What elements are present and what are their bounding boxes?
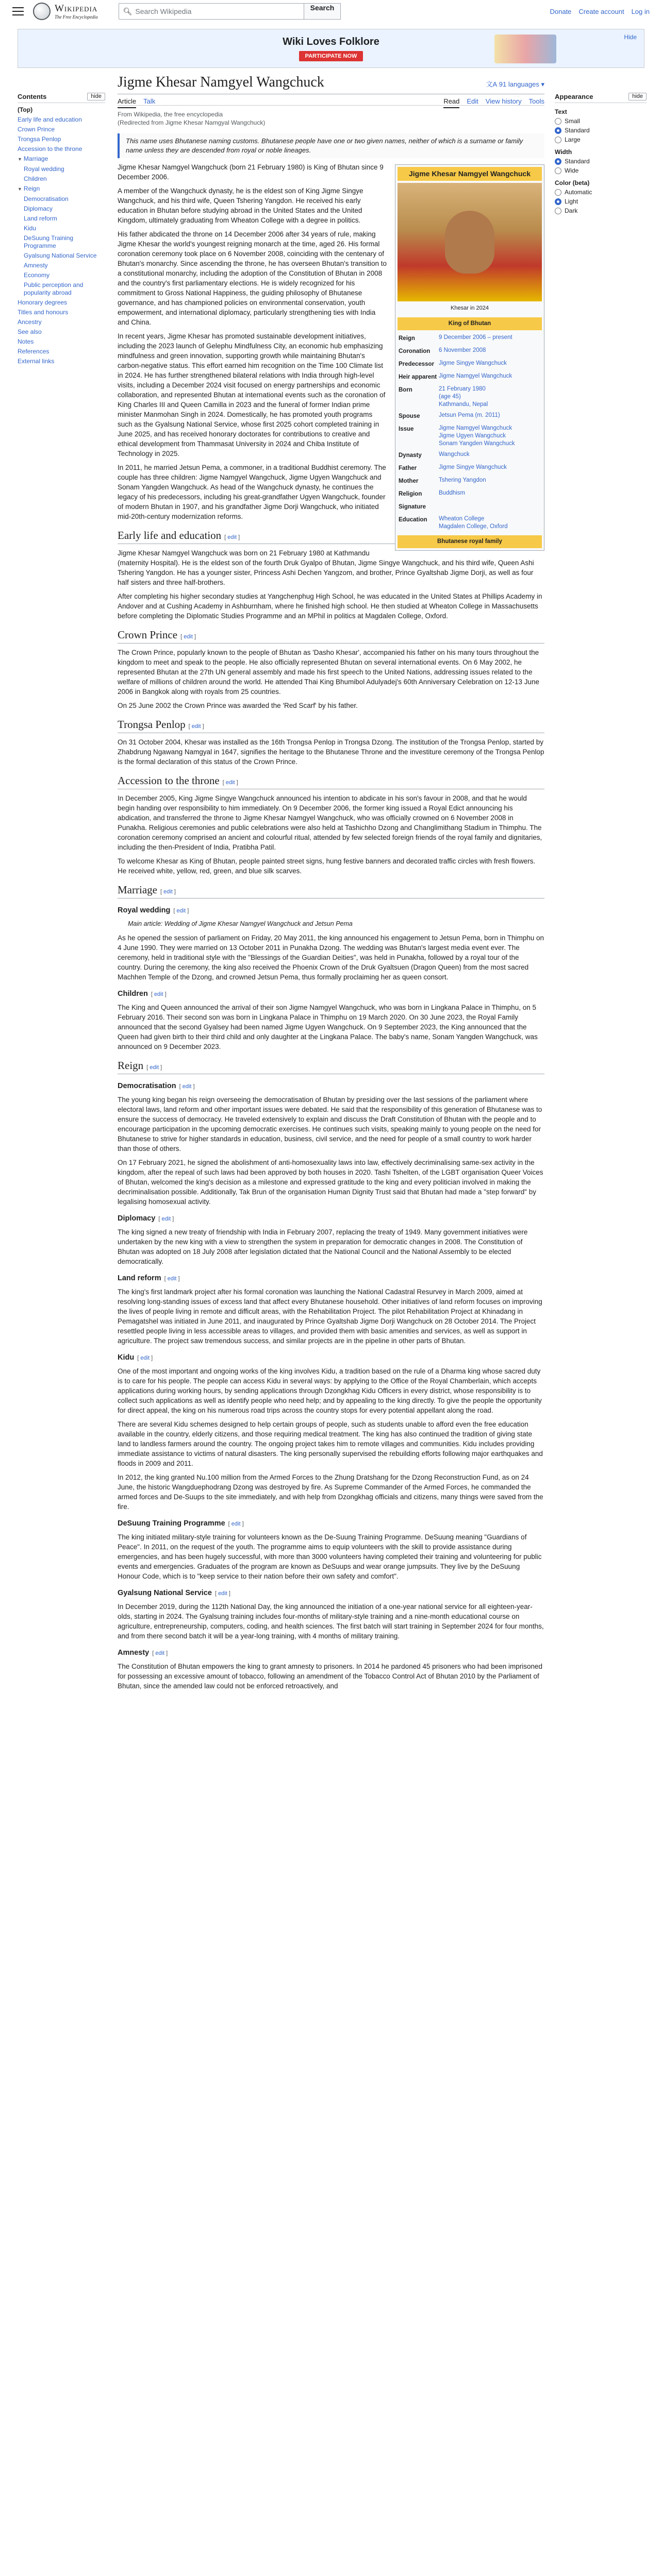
paragraph: As he opened the session of parliament on Friday, 20 May 2011, the king announced his engagement to Jetsun Pema, born in Thimphu on 4 June 1990. They were married on 13 October 2011 in Punakha Dzong. The wedding was Bhutan's largest media event ever. The ceremony, held in traditional style with the "Blessings of the Guardian Deities", was held in Punakha, followed by a royal tour of the country. During the ceremony, the king also received the Phoenix Crown of the Druk Gyaltsuen (Dragon Queen) from the most sacred Machhen Temple of the Dzong, and crowned Jetsun Pema, thus formally proclaiming her as queen consort. bbox=[118, 934, 544, 981]
paragraph: The Constitution of Bhutan empowers the king to grant amnesty to prisoners. In 2014 he pardoned 45 prisoners who had been imprisoned for possessing an excessive amount of tobacco, following an amendment of the Tobacco Control Act of Bhutan 2010 by the Parliament of Bhutan, since the amended law could not be enforced retroactively, and bbox=[118, 1663, 543, 1690]
toc-item-label: Accession to the throne bbox=[18, 145, 82, 152]
infobox-value bbox=[439, 372, 541, 382]
infobox-key: Coronation bbox=[399, 348, 431, 354]
search-button[interactable]: Search bbox=[304, 3, 341, 20]
banner-illustration bbox=[494, 35, 556, 63]
toc-item-label: See also bbox=[18, 328, 42, 335]
toc-item[interactable] bbox=[18, 272, 105, 279]
infobox-value-line[interactable]: Tshering Yangdon bbox=[439, 477, 486, 483]
toc-item[interactable] bbox=[18, 175, 105, 183]
infobox-value bbox=[439, 464, 541, 473]
section-land-reform: Land reform [ edit ] bbox=[118, 1274, 180, 1282]
toc-item-label: Royal wedding bbox=[24, 165, 64, 173]
infobox-value-line[interactable]: Jigme Ugyen Wangchuck bbox=[439, 433, 506, 439]
paragraph: His father abdicated the throne on 14 December 2006 after 34 years of rule, making Jigme Khesar the world's youngest reigning monarch at the time, aged 26. His formal coronation ceremony took place on 6 November 2008, coinciding with the centenary of Bhutan's monarchy. Since ascending the throne, he has overseen Bhutan's transition to a constitutional monarchy, including the adoption of the Constitution of Bhutan in 2008 and the country's first parliamentary elections. He is widely recognized for his commitment to Gross National Happiness, the guiding philosophy of Bhutanese governance, and has championed policies on environmental conservation, youth empowerment, and international diplomacy, particularly strengthening ties with India and China. bbox=[118, 230, 387, 326]
infobox-row bbox=[398, 371, 542, 384]
infobox-value bbox=[439, 334, 541, 344]
section-kidu: Kidu [ edit ] bbox=[118, 1353, 153, 1362]
toc-title: Contents bbox=[18, 93, 47, 100]
toc-item[interactable] bbox=[18, 215, 105, 223]
toc-item[interactable] bbox=[18, 348, 105, 355]
toc-hide-button[interactable]: hide bbox=[87, 93, 105, 100]
toc-item-label: Economy bbox=[24, 272, 50, 279]
section-trongsa: Trongsa Penlop [ edit ] bbox=[118, 720, 544, 733]
radio-icon[interactable] bbox=[555, 208, 561, 214]
toc-item[interactable] bbox=[18, 126, 105, 133]
paragraph: In December 2005, King Jigme Singye Wangchuck announced his intention to abdicate in his son's favour in 2008, and that he would begin handing over responsibility to him immediately. On 9 December 2006, the former king issued a Royal Edict announcing his abdication, and transferred the throne to Jigme Khesar Namgyel Wangchuck, who was officially crowned on 6 November 2008 in Punakha. Religious ceremonies and public celebrations were also held at Tashichho Dzong and Changlimithang Stadium in Thimphu. The coronation ceremony comprised an ancient and colourful ritual, attended by few selected foreign friends of the royal family and dignitaries, including the then-President of India, Pratibha Patil. bbox=[118, 794, 542, 851]
infobox-row bbox=[398, 332, 542, 345]
infobox-value-line[interactable]: Magdalen College, Oxford bbox=[439, 523, 508, 530]
tab-article[interactable]: Article bbox=[118, 95, 136, 108]
radio-label: Automatic bbox=[565, 189, 592, 196]
chevron-down-icon[interactable]: ▼ bbox=[18, 157, 22, 162]
infobox-key: Heir apparent bbox=[399, 374, 437, 380]
infobox-value-line[interactable]: Buddhism bbox=[439, 490, 466, 496]
radio-icon[interactable] bbox=[555, 198, 561, 205]
toc-item-label: Gyalsung National Service bbox=[24, 252, 97, 259]
toc-item[interactable] bbox=[18, 145, 105, 153]
toc-item-label: References bbox=[18, 348, 49, 355]
paragraph: The king initiated military-style training for volunteers known as the De-Suung Training Programme. DeSuung meaning "Guardians of Peace". In 2011, on the request of the youth. The programme aims to equip volunteers with the skill to provide assistance during emergencies, and has been hugely successful, with more than 3000 volunteers having completed their training and volunteering for public events and emergencies. Graduates of the program are known as DeSuups and wear orange jumpsuits. They live by the DeSuung Honour Code, which is to "keep service to their nation before their own safety and comfort". bbox=[118, 1533, 542, 1580]
toc-item-label: Marriage bbox=[23, 155, 48, 162]
infobox-value-line[interactable]: Jigme Namgyel Wangchuck bbox=[439, 373, 512, 379]
radio-option[interactable] bbox=[555, 117, 647, 125]
tab-talk[interactable]: Talk bbox=[143, 97, 156, 105]
infobox-caption: Khesar in 2024 bbox=[451, 305, 489, 311]
infobox-row bbox=[398, 358, 542, 371]
infobox bbox=[395, 164, 544, 551]
infobox-key: Mother bbox=[399, 478, 419, 484]
toc-item[interactable] bbox=[18, 262, 105, 269]
toc-item-label: Trongsa Penlop bbox=[18, 135, 61, 143]
header-link[interactable]: Log in bbox=[631, 7, 650, 15]
toc-item[interactable] bbox=[18, 234, 105, 250]
article-main bbox=[118, 74, 544, 1695]
article-body bbox=[118, 162, 544, 1691]
infobox-key: Reign bbox=[399, 335, 415, 342]
search-input[interactable] bbox=[119, 3, 304, 20]
radio-icon[interactable] bbox=[555, 127, 561, 134]
radio-label: Standard bbox=[565, 158, 590, 165]
infobox-value bbox=[439, 451, 541, 461]
infobox-value-line[interactable]: 21 February 1980 bbox=[439, 386, 486, 392]
toc-item-label: Titles and honours bbox=[18, 309, 69, 316]
paragraph: In 2011, he married Jetsun Pema, a commoner, in a traditional Buddhist ceremony. The couple has three children: Jigme Namgyel Wangchuck, Jigme Ugyen Wangchuck and Sonam Yangden Wangchuck. As head of the Wangchuck dynasty, he continues the legacy of his predecessors, including his great-grandfather Ugyen Wangchuck, founder of modern Bhutan in 1907, and his grandfather Jigme Dorji Wangchuck, who initiated mid-20th-century modernization reforms. bbox=[118, 464, 386, 520]
infobox-key: Father bbox=[399, 465, 417, 471]
infobox-row bbox=[398, 384, 542, 410]
text-size-label: Text bbox=[555, 108, 567, 115]
infobox-value-line[interactable]: Jigme Singye Wangchuck bbox=[439, 360, 507, 366]
toc-item-label: (Top) bbox=[18, 106, 33, 113]
infobox-key: Education bbox=[399, 517, 427, 523]
toc-item[interactable] bbox=[18, 252, 105, 260]
section-desuung: DeSuung Training Programme [ edit ] bbox=[118, 1519, 244, 1528]
radio-option[interactable] bbox=[555, 136, 647, 143]
infobox-key: Dynasty bbox=[399, 452, 422, 459]
infobox-row bbox=[398, 475, 542, 488]
infobox-key: Spouse bbox=[399, 413, 420, 419]
radio-label: Large bbox=[565, 136, 581, 143]
infobox-value bbox=[439, 412, 541, 421]
toc-item[interactable] bbox=[18, 338, 105, 346]
radio-label: Dark bbox=[565, 207, 578, 214]
participate-button[interactable]: PARTICIPATE NOW bbox=[299, 51, 363, 61]
tab-edit[interactable]: Edit bbox=[467, 97, 478, 105]
radio-icon[interactable] bbox=[555, 137, 561, 143]
banner-title: Wiki Loves Folklore bbox=[283, 36, 379, 47]
infobox-row bbox=[398, 345, 542, 358]
infobox-value-line[interactable]: Wheaton College bbox=[439, 516, 485, 522]
toc-item-label: Public perception and popularity abroad bbox=[24, 281, 84, 296]
radio-label: Light bbox=[565, 198, 578, 205]
appearance-panel bbox=[555, 93, 647, 216]
toc-item-label: Crown Prince bbox=[18, 126, 55, 133]
toc-item-label: Children bbox=[24, 175, 47, 182]
toc-item[interactable] bbox=[18, 155, 105, 163]
toc-item-label: Notes bbox=[18, 338, 34, 345]
toc-item[interactable] bbox=[18, 116, 105, 124]
search-icon: 🔍︎ bbox=[123, 7, 133, 15]
infobox-value bbox=[439, 502, 541, 512]
toc-item[interactable] bbox=[18, 195, 105, 203]
paragraph: To welcome Khesar as King of Bhutan, people painted street signs, hung festive banners and decorated traffic circles with fresh flowers. He received white, yellow, red, green, and blue silk scarves. bbox=[118, 857, 536, 875]
infobox-footer[interactable]: Bhutanese royal family bbox=[398, 535, 542, 548]
tagline: The Free Encyclopedia bbox=[55, 14, 98, 20]
toc-item[interactable] bbox=[18, 318, 105, 326]
width-label: Width bbox=[555, 148, 572, 156]
user-links bbox=[550, 8, 650, 15]
toc-item[interactable] bbox=[18, 106, 105, 114]
infobox-value-line[interactable]: 6 November 2008 bbox=[439, 347, 486, 353]
paragraph: In December 2019, during the 112th National Day, the king announced the initiation of a one-year national service for all eighteen-year-olds, starting in 2024. The Gyalsung training includes four-months of military-style training and a nine-month educational course on agriculture, entrepreneurship, computers, coding, and health sciences. The first batch will start training in September 2024 for four months, and from there second batch it will be a year-long training, with 4 months of military training. bbox=[118, 1603, 544, 1640]
hatnote: This name uses Bhutanese naming customs. Bhutanese people have one or two given names, neither of which is a surname or family name unless they are descended from royal or noble lineages. bbox=[118, 133, 544, 158]
radio-option[interactable] bbox=[555, 167, 647, 174]
section-democratisation: Democratisation [ edit ] bbox=[118, 1082, 195, 1090]
infobox-value bbox=[439, 360, 541, 369]
toc-item-label: Reign bbox=[23, 185, 40, 192]
infobox-value bbox=[439, 477, 541, 486]
paragraph: After completing his higher secondary studies at Yangchenphug High School, he was educated in the United States at Phillips Academy in Andover and at Cushing Academy in Ashburnham, where he finished high school. He then studied at Wheaton College in Massachusetts before completing the Diplomatic Studies Programme and an MPhil in politics at Magdalen College, Oxford. bbox=[118, 592, 542, 620]
infobox-value-line[interactable]: Jigme Namgyel Wangchuck bbox=[439, 425, 512, 431]
section-reign: Reign [ edit ] bbox=[118, 1061, 544, 1074]
infobox-row bbox=[398, 501, 542, 514]
toc-item-label: Diplomacy bbox=[24, 205, 53, 212]
paragraph: Jigme Khesar Namgyel Wangchuck (born 21 February 1980) is King of Bhutan since 9 December 2006. bbox=[118, 163, 384, 181]
infobox-value-line[interactable]: Jetsun Pema (m. 2011) bbox=[439, 412, 500, 418]
toc-item[interactable] bbox=[18, 281, 105, 297]
toc-item-label: Land reform bbox=[24, 215, 57, 222]
tab-tools[interactable]: Tools bbox=[528, 97, 544, 105]
paragraph: The Crown Prince, popularly known to the people of Bhutan as 'Dasho Khesar', accompanied his father on his many tours throughout the kingdom to meet and speak to the people. He also officially represented Bhutan on several international events. On 6 May 2002, he represented Bhutan at the 27th UN general assembly and made his first speech to the United Nations, addressing issues related to the welfare of millions of children around the world. He attended Thai King Bhumibol Adulyadej's 60th Anniversary Celebration on 12-13 June 2006 in Bangkok along with royals from 25 countries. bbox=[118, 649, 540, 696]
redirect-note: (Redirected from Jigme Khesar Namgyal Wangchuck) bbox=[118, 119, 266, 126]
paragraph: There are several Kidu schemes designed to help certain groups of people, such as students unable to afford even the free education available in the country, elderly citizens, and those requiring medical treatment. The king has also continued the tradition of giving state land to landless farmers around the country. The ongoing project takes him to remote villages and communities. Kidu includes providing immediate assistance to victims of natural disasters. The king personally supervised the rebuilding efforts following major earthquakes and floods in 2009 and 2011. bbox=[118, 1420, 543, 1467]
radio-icon[interactable] bbox=[555, 158, 561, 165]
infobox-value-line[interactable]: Jigme Singye Wangchuck bbox=[439, 464, 507, 470]
infobox-value-line[interactable]: (age 45) bbox=[439, 394, 461, 400]
toc-item-label: Amnesty bbox=[24, 262, 48, 269]
infobox-value bbox=[439, 347, 541, 357]
radio-label: Wide bbox=[565, 167, 579, 174]
toc-item[interactable] bbox=[18, 358, 105, 365]
appearance-title: Appearance bbox=[555, 93, 593, 100]
wikipedia-logo[interactable] bbox=[33, 3, 98, 20]
toc-item[interactable] bbox=[18, 185, 105, 193]
toc-item-label: Democratisation bbox=[24, 195, 69, 202]
paragraph: On 31 October 2004, Khesar was installed as the 16th Trongsa Penlop in Trongsa Dzong. The institution of the Trongsa Penlop, started by Zhabdrung Ngawang Namgyal in 1647, signifies the heritage to the Bhutanese Throne and the investiture ceremony of the Trongsa Penlop is the formal declaration of this status of the Crown Prince. bbox=[118, 738, 544, 766]
toc-item[interactable] bbox=[18, 135, 105, 143]
radio-option[interactable] bbox=[555, 158, 647, 165]
portrait-image[interactable] bbox=[398, 183, 542, 301]
paragraph: The king signed a new treaty of friendship with India in February 2007, replacing the treaty of 1949. Many government initiatives were undertaken by the new king with a view to strengthen the system in preparation for democratic changes in 2008. The Constitution of Bhutan was adopted on 18 July 2008 after legislation dictated that the National Council and the National Assembly to be elected democratically. bbox=[118, 1228, 528, 1265]
infobox-title: Jigme Khesar Namgyel Wangchuck bbox=[398, 167, 542, 181]
chevron-down-icon[interactable]: ▼ bbox=[18, 187, 22, 192]
section-crown: Crown Prince [ edit ] bbox=[118, 630, 544, 643]
toc-item-label: Kidu bbox=[24, 225, 37, 232]
infobox-role[interactable]: King of Bhutan bbox=[398, 317, 542, 330]
infobox-row bbox=[398, 488, 542, 501]
radio-option[interactable] bbox=[555, 127, 647, 134]
header-link[interactable]: Donate bbox=[550, 7, 572, 15]
section-gyalsung: Gyalsung National Service [ edit ] bbox=[118, 1589, 230, 1597]
infobox-value bbox=[439, 515, 541, 531]
radio-icon[interactable] bbox=[555, 118, 561, 125]
section-amnesty: Amnesty [ edit ] bbox=[118, 1649, 168, 1657]
section-marriage: Marriage [ edit ] bbox=[118, 885, 544, 899]
toc-item-label: DeSuung Training Programme bbox=[24, 234, 74, 249]
infobox-key: Predecessor bbox=[399, 361, 435, 367]
infobox-value-line[interactable]: 9 December 2006 – present bbox=[439, 334, 512, 341]
radio-option[interactable] bbox=[555, 207, 647, 214]
toc-item[interactable] bbox=[18, 165, 105, 173]
section-early: Early life and education [ edit ] bbox=[118, 531, 544, 544]
color-label: Color (beta) bbox=[555, 179, 590, 187]
paragraph: The young king began his reign overseeing the democratisation of Bhutan by presiding over the last sessions of the parliament where electoral laws, land reform and other important issues were debated. He said that the responsibility of this generation of Bhutanese was to ensure the success of democracy. He traveled extensively to explain and discuss the Draft Constitution of Bhutan with the people and to encourage participation in the upcoming democratic exercises. He continues such visits, speaking mainly to young people on the need for Bhutanese to strive for higher standards in education, business, civil service, and the need for people of a small country to work harder than those of others. bbox=[118, 1096, 542, 1153]
infobox-value bbox=[439, 385, 541, 409]
radio-option[interactable] bbox=[555, 189, 647, 196]
infobox-row bbox=[398, 514, 542, 532]
infobox-value-line[interactable]: Sonam Yangden Wangchuck bbox=[439, 440, 515, 447]
campaign-banner bbox=[18, 29, 644, 68]
infobox-row bbox=[398, 462, 542, 475]
search-placeholder: Search Wikipedia bbox=[135, 7, 192, 15]
radio-icon[interactable] bbox=[555, 167, 561, 174]
toc-item[interactable] bbox=[18, 328, 105, 336]
main-menu-icon[interactable] bbox=[12, 7, 24, 15]
radio-icon[interactable] bbox=[555, 189, 561, 196]
paragraph: One of the most important and ongoing works of the king involves Kidu, a tradition based on the rule of a Dharma king whose sacred duty is to care for his people. The people can access Kidu in several ways: by applying to the Office of the Royal Chamberlain, which accepts applications during working hours, by sending applications through Dzongkhag Kidu Officers in every district, whose responsibility is to collect such applications as well as identify people who need help; and by appealing to the king directly. To give the people the opportunity for direct appeal, the king on his numerous road trips across the country stops for every potential appellant along the road. bbox=[118, 1367, 542, 1414]
paragraph: The King and Queen announced the arrival of their son Jigme Namgyel Wangchuck, who was born in Lingkana Palace in Thimphu, on 5 February 2016. Their second son was born in Lingkana Palace in Thimphu on 19 March 2020. On 30 June 2023, the Royal Family announced that the second Gyalsey had been named Jigme Ugyen Wangchuck. On 9 September 2023, the King announced that the Queen had given birth to their third child and only daughter at the Lingkana Palace. The baby's name, Sonam Yangden Wangchuck, was announced on 9 December 2023. bbox=[118, 1004, 538, 1050]
infobox-key: Religion bbox=[399, 491, 422, 497]
infobox-row bbox=[398, 423, 542, 449]
paragraph: In 2012, the king granted Nu.100 million from the Armed Forces to the Zhung Dratshang for the Dzong Reconstruction Fund, as on 24 June, the historic Wangduephodrang Dzong was destroyed by fire. As Supreme Commander of the Armed Forces, he commanded the armed forces and De-Suups to the site immediately, and with help from Dzongkhag officials and citizens, many things were saved from the fire. bbox=[118, 1473, 543, 1511]
toc-item-label: Ancestry bbox=[18, 318, 42, 326]
infobox-key: Issue bbox=[399, 426, 414, 432]
toc-item[interactable] bbox=[18, 225, 105, 232]
infobox-value-line[interactable]: Wangchuck bbox=[439, 451, 470, 457]
radio-label: Small bbox=[565, 117, 581, 125]
main-article-note: Main article: Wedding of Jigme Khesar Namgyel Wangchuck and Jetsun Pema bbox=[128, 920, 353, 927]
site-header bbox=[0, 0, 662, 23]
language-button[interactable]: 文A 91 languages ▾ bbox=[486, 80, 544, 88]
toc-item-label: Early life and education bbox=[18, 116, 82, 123]
tab-read[interactable]: Read bbox=[443, 95, 459, 108]
globe-icon bbox=[33, 3, 51, 20]
paragraph: A member of the Wangchuck dynasty, he is the eldest son of King Jigme Singye Wangchuck, and his third wife, Queen Tshering Yangdon. He received his early education in Bhutan before studying abroad in the United States and the United Kingdom, ultimately graduating from Wheaton College with a degree in politics. bbox=[118, 187, 363, 224]
section-diplomacy: Diplomacy [ edit ] bbox=[118, 1214, 174, 1223]
infobox-row bbox=[398, 449, 542, 462]
appearance-hide-button[interactable]: hide bbox=[628, 93, 647, 100]
section-accession: Accession to the throne [ edit ] bbox=[118, 776, 544, 789]
infobox-key: Born bbox=[399, 387, 412, 393]
radio-option[interactable] bbox=[555, 198, 647, 205]
wordmark: Wikipedia bbox=[55, 3, 98, 14]
toc-item[interactable] bbox=[18, 205, 105, 213]
header-link[interactable]: Create account bbox=[578, 7, 624, 15]
infobox-value bbox=[439, 425, 541, 448]
tab-view-history[interactable]: View history bbox=[485, 97, 522, 105]
paragraph: Jigme Khesar Namgyel Wangchuck was born on 21 February 1980 at Kathmandu (maternity Hospital). He is the eldest son of the fourth Druk Gyalpo of Bhutan, Jigme Singye Wangchuck, and his third wife, Queen Ashi Tshering Yangdon. He has a younger sister, Princess Ashi Dechen Yangzom, and brother, Prince Gyaltshab Jigme Dorji, as well as four half sisters and three half-brothers. bbox=[118, 549, 534, 586]
toc-item-label: Honorary degrees bbox=[18, 299, 68, 306]
table-of-contents bbox=[18, 93, 105, 367]
toc-item[interactable] bbox=[18, 299, 105, 307]
paragraph: On 17 February 2021, he signed the abolishment of anti-homosexuality laws into law, effectively decriminalising same-sex activity in the kingdom, after the repeal of such laws had been approved by both houses in 2020. Tashi Tshelten, of the LGBT organisation Queer Voices of Bhutan, welcomed the king's decision as a milestone and expressed gratitude to the king and every politician involved in making the decriminalisation possible. Additionally, Tak Brun of the organisation Human Dignity Trust said that Bhutan had made a "step forward" by legalising homosexual activity. bbox=[118, 1159, 543, 1206]
section-children: Children [ edit ] bbox=[118, 990, 167, 998]
paragraph: In recent years, Jigme Khesar has promoted sustainable development initiatives, including the 2023 launch of Gelephu Mindfulness City, an economic hub emphasizing mindfulness and green innovation, supporting growth while maintaining Bhutan's carbon-negative status. This effort earned him recognition on the Time 100 Climate list in 2024. He has further strengthened bilateral relations with India through high-level visits, including a December 2024 visit focused on energy partnerships and economic collaboration, and represented Bhutan at international events such as the coronation of King Charles III and Queen Camilla in 2023 and the funeral of former Indian prime minister Manmohan Singh in 2024. Domestically, he has promoted youth programs such as the Gyalsung National Service, whose first 2025 cohort completed training in June 2025, and has received honorary doctorates for contributions to creative and ethical development from Thammasat University in 2024 and Chiba Institute of Technology in 2025. bbox=[118, 332, 386, 457]
infobox-value bbox=[439, 489, 541, 499]
page-title: Jigme Khesar Namgyel Wangchuck bbox=[118, 74, 324, 90]
section-royal-wedding: Royal wedding [ edit ] bbox=[118, 906, 189, 914]
radio-label: Standard bbox=[565, 127, 590, 134]
infobox-row bbox=[398, 410, 542, 423]
infobox-key: Signature bbox=[399, 504, 426, 510]
paragraph: On 25 June 2002 the Crown Prince was awarded the 'Red Scarf' by his father. bbox=[118, 702, 358, 709]
paragraph: The king's first landmark project after his formal coronation was launching the National Cadastral Resurvey in March 2009, aimed at resolving long-standing issues of excess land that affect every Bhutanese household. Other initiatives of land reform focuses on improving the lives of people living in remote and difficult areas, with the Rehabilitation Project. The pilot Rehabilitation Project at Khinadang in Pemagatshel was initiated in June 2011, and inaugurated by Prince Gyaltshab Jigme Dorji Wangchuck on 28 October 2014. The Project resettled people living in less accessible areas to villages, and provided them with basic amenities and services, as well as support in agriculture. The project saw tremendous success, and similar projects are in the pipeline in other parts of Bhutan. bbox=[118, 1288, 542, 1345]
infobox-value-line[interactable]: Kathmandu, Nepal bbox=[439, 401, 488, 408]
banner-hide-link[interactable]: Hide bbox=[624, 33, 637, 41]
toc-item-label: External links bbox=[18, 358, 55, 365]
site-sub: From Wikipedia, the free encyclopedia bbox=[118, 111, 223, 118]
toc-item[interactable] bbox=[18, 309, 105, 316]
